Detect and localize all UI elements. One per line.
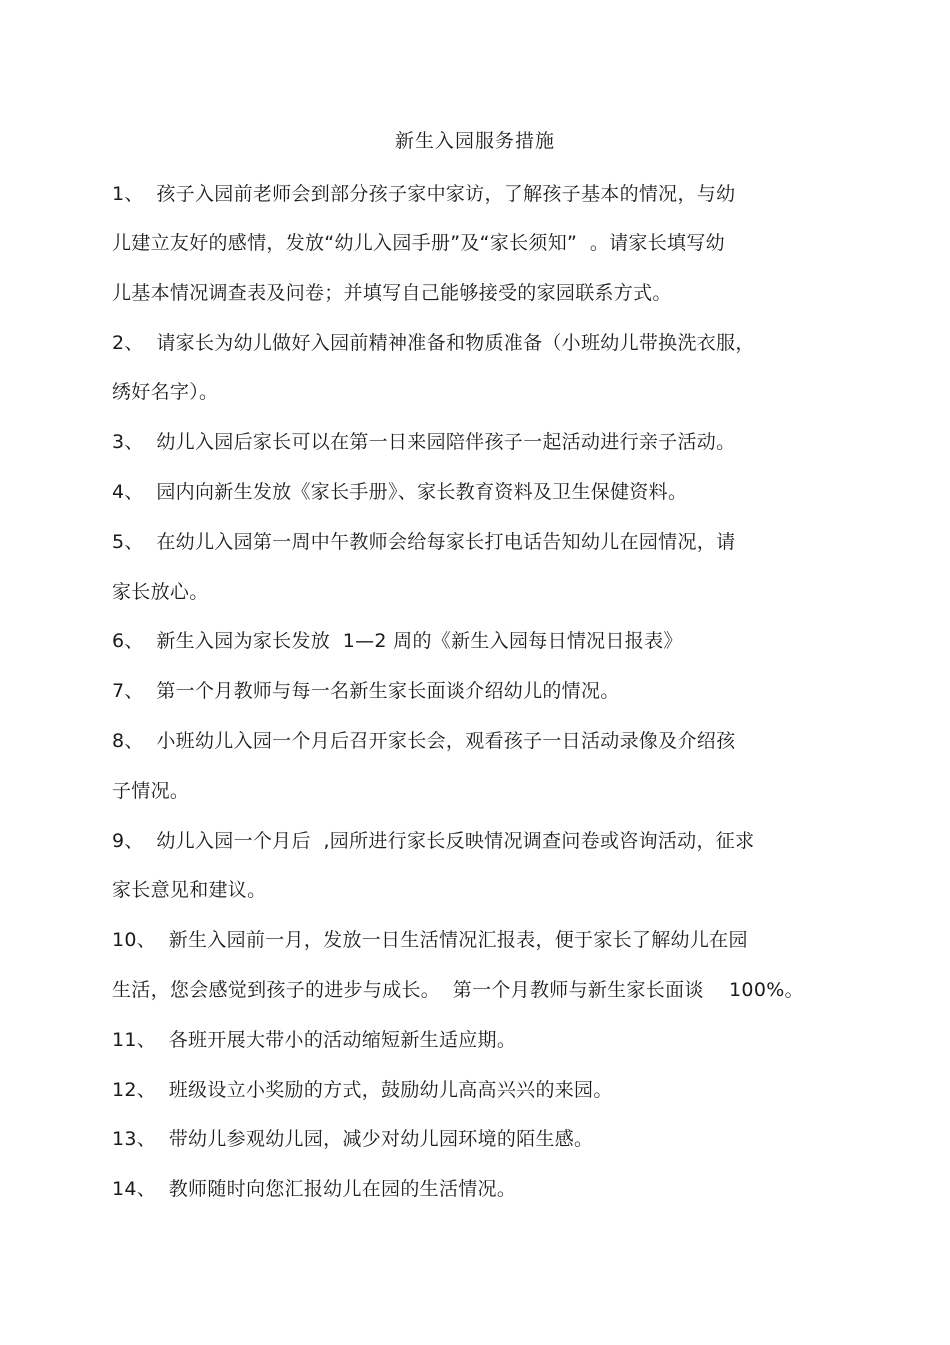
text-line-3: 儿基本情况调查表及问卷；并填写自己能够接受的家园联系方式。 bbox=[112, 282, 672, 304]
text-line-15: 家长意见和建议。 bbox=[112, 879, 267, 901]
text-line-6: 3、 幼儿入园后家长可以在第一日来园陪伴孩子一起活动进行亲子活动。 bbox=[112, 431, 736, 453]
text-line-16: 10、 新生入园前一月，发放一日生活情况汇报表，便于家长了解幼儿在园 bbox=[112, 929, 748, 951]
text-line-12: 8、 小班幼儿入园一个月后召开家长会，观看孩子一日活动录像及介绍孩 bbox=[112, 730, 736, 752]
text-line-1: 1、 孩子入园前老师会到部分孩子家中家访，了解孩子基本的情况，与幼 bbox=[112, 183, 736, 205]
text-line-14: 9、 幼儿入园一个月后 ,园所进行家长反映情况调查问卷或咨询活动，征求 bbox=[112, 830, 755, 852]
text-line-7: 4、 园内向新生发放《家长手册》、家长教育资料及卫生保健资料。 bbox=[112, 481, 688, 503]
document-title: 新生入园服务措施 bbox=[394, 130, 555, 152]
text-line-13: 子情况。 bbox=[112, 780, 190, 802]
text-line-9: 家长放心。 bbox=[112, 581, 209, 603]
text-line-11: 7、 第一个月教师与每一名新生家长面谈介绍幼儿的情况。 bbox=[112, 680, 620, 702]
text-line-17: 生活，您会感觉到孩子的进步与成长。 第一个月教师与新生家长面谈 100%。 bbox=[112, 979, 804, 1001]
text-line-21: 14、 教师随时向您汇报幼儿在园的生活情况。 bbox=[112, 1178, 517, 1200]
text-line-8: 5、 在幼儿入园第一周中午教师会给每家长打电话告知幼儿在园情况，请 bbox=[112, 531, 736, 553]
text-line-20: 13、 带幼儿参观幼儿园，减少对幼儿园环境的陌生感。 bbox=[112, 1128, 594, 1150]
text-line-2: 儿建立友好的感情，发放“幼儿入园手册”及“家长须知” 。请家长填写幼 bbox=[112, 232, 725, 254]
text-line-18: 11、 各班开展大带小的活动缩短新生适应期。 bbox=[112, 1029, 517, 1051]
text-line-4: 2、 请家长为幼儿做好入园前精神准备和物质准备（小班幼儿带换洗衣服， bbox=[112, 332, 755, 354]
text-line-10: 6、 新生入园为家长发放 1—2 周的《新生入园每日情况日报表》 bbox=[112, 630, 683, 652]
text-line-19: 12、 班级设立小奖励的方式，鼓励幼儿高高兴兴的来园。 bbox=[112, 1079, 613, 1101]
text-line-5: 绣好名字）。 bbox=[112, 381, 219, 403]
